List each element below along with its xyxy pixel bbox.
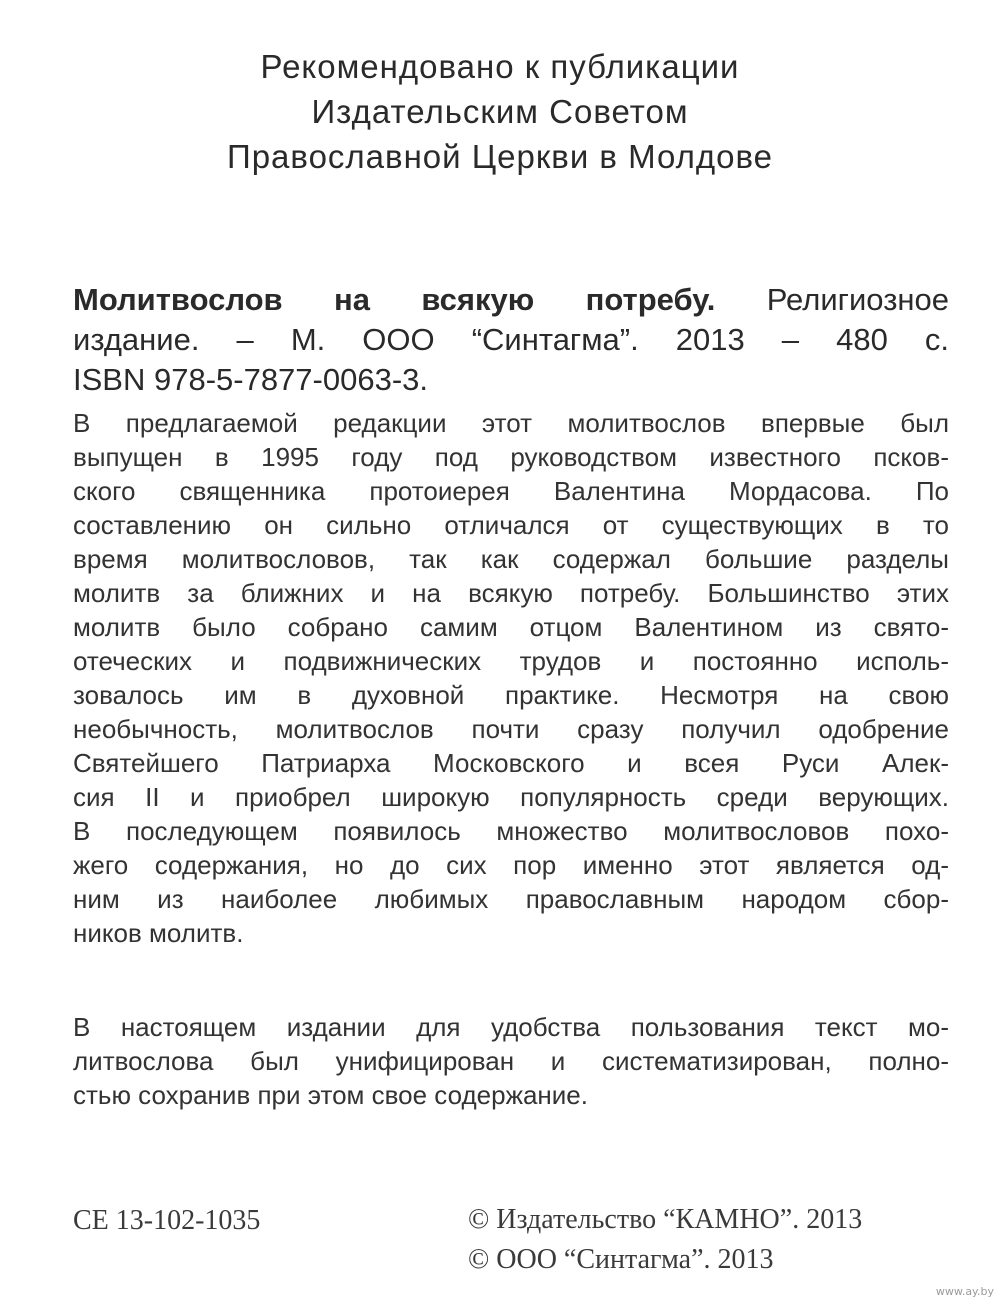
copyright-block bbox=[468, 1200, 862, 1280]
text-line: зовалось им в духовной практике. Несмотря на свою bbox=[73, 680, 949, 710]
text-line: жего содержания, но до сих пор именно этот является од- bbox=[73, 850, 949, 880]
text-line: составлению он сильно отличался от существующих в то bbox=[73, 510, 949, 540]
description-paragraph-2 bbox=[73, 1010, 949, 1112]
text-line: молитв было собрано самим отцом Валентином из свято- bbox=[73, 612, 949, 642]
book-title: Молитвослов на всякую потребу. bbox=[73, 282, 716, 317]
text-line: необычность, молитвослов почти сразу получил одобрение bbox=[73, 714, 949, 744]
text-line: В настоящем издании для удобства пользования текст мо- bbox=[73, 1012, 949, 1042]
biblio-line-2: издание. – М. ООО “Синтагма”. 2013 – 480 с. bbox=[73, 322, 949, 357]
approval-notice bbox=[0, 44, 1000, 179]
text-line: ского священника протоиерея Валентина Мордасова. По bbox=[73, 476, 949, 506]
text-line: сия II и приобрел широкую популярность среди верующих. bbox=[73, 782, 949, 812]
book-genre: Религиозное bbox=[715, 282, 950, 317]
text-line: литвослова был унифицирован и систематизирован, полно- bbox=[73, 1046, 949, 1076]
text-line: В предлагаемой редакции этот молитвослов впервые был bbox=[73, 408, 949, 438]
approval-line-2: Издательским Советом bbox=[311, 93, 689, 130]
text-line: время молитвословов, так как содержал большие разделы bbox=[73, 544, 949, 574]
copyright-sintagma: © ООО “Синтагма”. 2013 bbox=[468, 1244, 774, 1275]
approval-line-3: Православной Церкви в Молдове bbox=[226, 138, 773, 175]
text-line: выпущен в 1995 году под руководством известного псков- bbox=[73, 442, 949, 472]
description-paragraph-1 bbox=[73, 406, 949, 950]
biblio-isbn: ISBN 978-5-7877-0063-3. bbox=[73, 362, 429, 397]
text-line: молитв за ближних и на всякую потребу. Большинство этих bbox=[73, 578, 949, 608]
text-line: Святейшего Патриарха Московского и всея Руси Алек- bbox=[73, 748, 949, 778]
text-line: ним из наиболее любимых православным народом сбор- bbox=[73, 884, 949, 914]
text-line: стью сохранив при этом свое содержание. bbox=[73, 1080, 588, 1110]
approval-line-1: Рекомендовано к публикации bbox=[260, 48, 740, 85]
text-line: В последующем появилось множество молитвословов похо- bbox=[73, 816, 949, 846]
catalog-code: СЕ 13-102-1035 bbox=[73, 1205, 261, 1236]
text-line: ников молитв. bbox=[73, 918, 244, 948]
text-line: отеческих и подвижнических трудов и постоянно исполь- bbox=[73, 646, 949, 676]
copyright-publisher: © Издательство “КАМНО”. 2013 bbox=[468, 1204, 863, 1235]
bibliographic-record bbox=[73, 280, 949, 400]
site-watermark: www.ay.by bbox=[935, 1285, 994, 1298]
biblio-line-1 bbox=[73, 280, 949, 320]
